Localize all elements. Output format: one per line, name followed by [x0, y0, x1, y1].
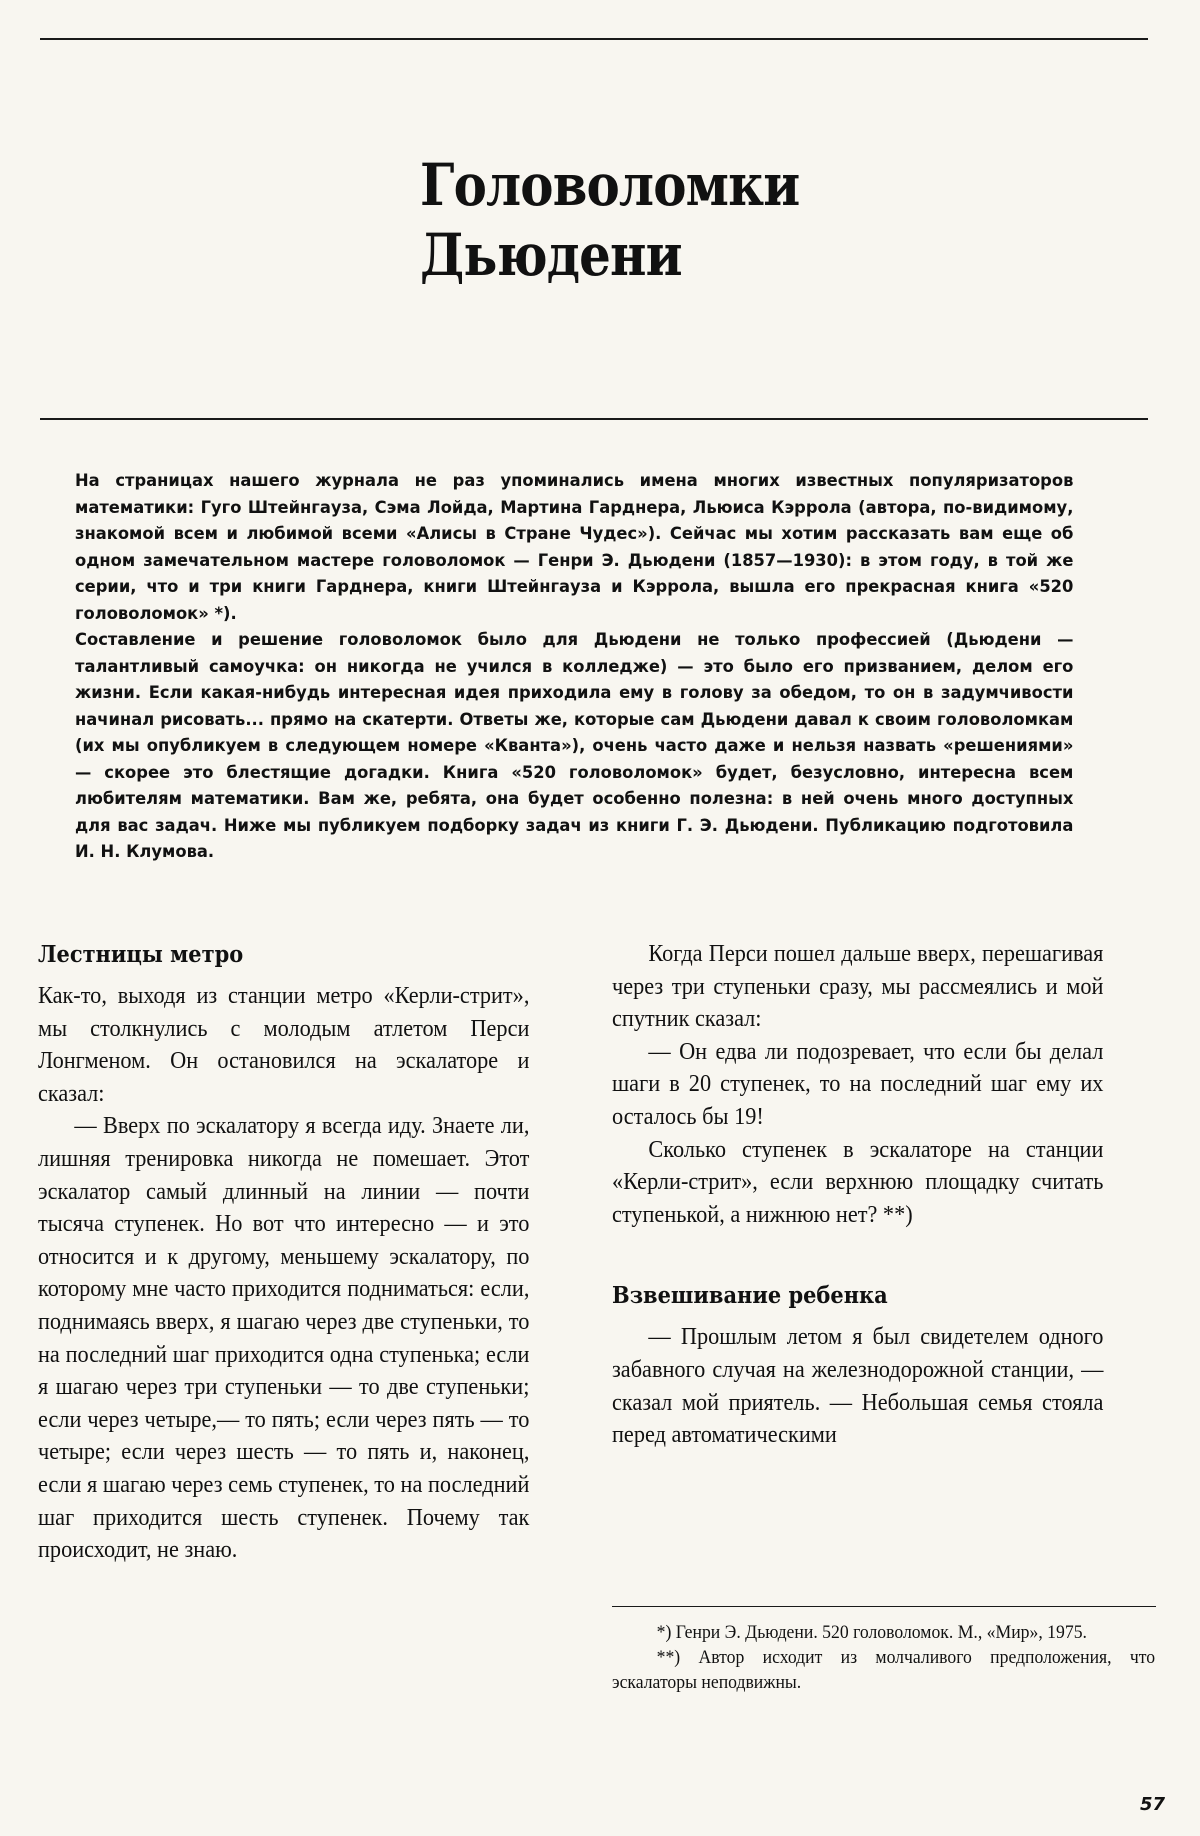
- top-rule: [40, 38, 1148, 40]
- body-paragraph: — Прошлым летом я был свидетелем одного забавного случая на железнодорожной станции, — сказал мой приятель. — Небольшая семья стояла перед автоматическими: [612, 1323, 1104, 1449]
- intro-paragraph: На страницах нашего журнала не раз упоминались имена многих известных популяризаторов математики: Гуго Штейнгауза, Сэма Лойда, Мартина Гарднера, Льюиса Кэррола (автора, по-видимому, знакомой всем и любимой всеми «Алисы в Стране Чудес»). Сейчас мы хотим рассказать вам еще об одном замечательном мастере головоломок — Генри Э. Дьюдени (1857—1930): в этом году, в той же серии, что и три книги Гарднера, книги Штейнгауза и Кэррола, вышла его прекрасная книга «520 головоломок» *).: [75, 471, 1074, 624]
- intro-block: [75, 468, 1073, 866]
- intro-paragraph: Составление и решение головоломок было для Дьюдени не только профессией (Дьюдени — талантливый самоучка: он никогда не учился в колледже) — это было его призванием, делом его жизни. Если какая-нибудь интересная идея приходила ему в голову за обедом, то он в задумчивости начинал рисовать... прямо на скатерти. Ответы же, которые сам Дьюдени давал к своим головоломкам (их мы опубликуем в следующем номере «Кванта»), очень часто даже и нельзя назвать «решениями» — скорее это блестящие догадки. Книга «520 головоломок» будет, безусловно, интересна всем любителям математики. Вам же, ребята, она будет особенно полезна: в ней очень много доступных для вас задач. Ниже мы публикуем подборку задач из книги Г. Э. Дьюдени. Публикацию подготовила И. Н. Клумова.: [75, 630, 1074, 862]
- footnote: **) Автор исходит из молчаливого предположения, что эскалаторы неподвижны.: [612, 1647, 1156, 1693]
- footnotes: [612, 1620, 1155, 1695]
- title-line-2: Дьюдени: [420, 221, 682, 289]
- body-paragraph: Сколько ступенек в эскалаторе на станции «Керли-стрит», если верхнюю площадку считать ступенькой, а нижнюю нет? **): [612, 1135, 1104, 1228]
- body-paragraph: — Вверх по эскалатору я всегда иду. Знаете ли, лишняя тренировка никогда не помешает. Этот эскалатор самый длинный на линии — почти тысяча ступенек. Но вот что интересно — и это относится и к другому, меньшему эскалатору, по которому мне часто приходится подниматься: если, поднимаясь вверх, я шагаю через две ступеньки, то на последний шаг приходится одна ступенька; если я шагаю через три ступеньки — то две ступеньки; если через четыре,— то пять; если через пять — то четыре; если через шесть — то пять и, наконец, если я шагаю через семь ступенек, то на последний шаг приходится шесть ступенек. Почему так происходит, не знаю.: [38, 1112, 530, 1564]
- footnote: *) Генри Э. Дьюдени. 520 головоломок. М., «Мир», 1975.: [656, 1622, 1087, 1643]
- body-paragraph: — Он едва ли подозревает, что если бы делал шаги в 20 ступенек, то на последний шаг ему их осталось бы 19!: [612, 1037, 1104, 1130]
- title-line-1: Головоломки: [420, 151, 800, 219]
- left-column: [38, 938, 529, 1567]
- title-rule: [40, 418, 1148, 420]
- right-column: [612, 938, 1103, 1452]
- body-paragraph: Как-то, выходя из станции метро «Керли-стрит», мы столкнулись с молодым атлетом Перси Лонгменом. Он остановился на эскалаторе и сказал:: [38, 982, 530, 1107]
- body-paragraph: Когда Перси пошел дальше вверх, перешагивая через три ступеньки сразу, мы рассмеялись и мой спутник сказал:: [612, 940, 1104, 1033]
- page-number: 57: [1140, 1794, 1166, 1815]
- article-title: [420, 150, 1022, 290]
- footnote-rule: [612, 1606, 1156, 1607]
- section-heading-escalator: Лестницы метро: [38, 941, 244, 968]
- section-heading-weighing: Взвешивание ребенка: [612, 1282, 888, 1310]
